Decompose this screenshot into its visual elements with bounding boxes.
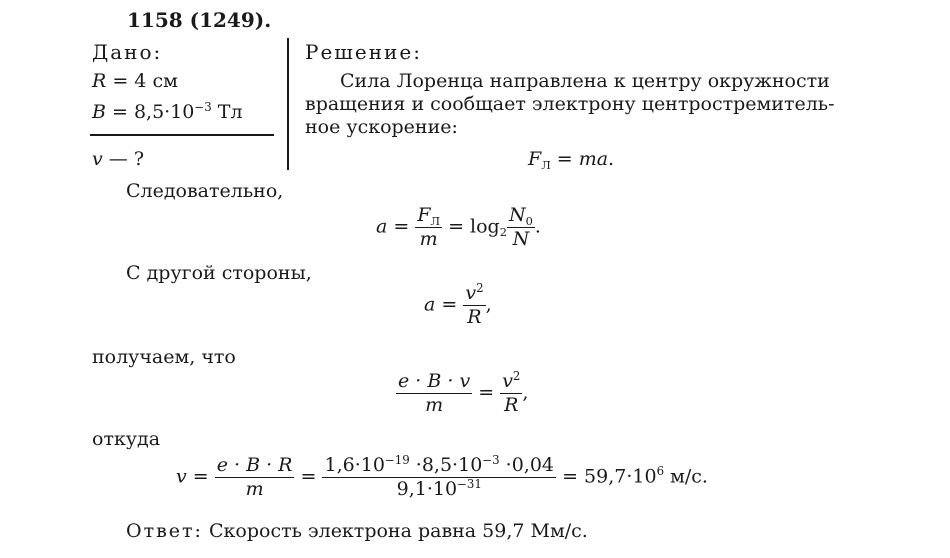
force-rhs: = ma. xyxy=(550,148,615,170)
eq5-num1: e · B · R xyxy=(216,454,293,476)
eq4-num2-sup: 2 xyxy=(512,368,521,383)
eq5-num2-a: 1,6·10 xyxy=(324,454,385,476)
eq5-num2-b: ·8,5·10 xyxy=(409,454,483,476)
text-therefore: Следовательно, xyxy=(126,180,284,202)
eq2-den2: N xyxy=(512,228,530,250)
eq3-lhs: a = xyxy=(424,293,464,316)
answer-text: Скорость электрона равна 59,7 Мм/с. xyxy=(202,520,588,542)
eq3-num-sup: 2 xyxy=(476,280,484,295)
solution-line-3: ное ускорение: xyxy=(305,116,458,138)
force-symbol: F xyxy=(528,148,542,170)
fraction-ebv-m xyxy=(396,372,472,415)
given-field xyxy=(92,99,243,123)
eq2-end: . xyxy=(534,215,541,238)
fraction-n0-n xyxy=(507,206,535,249)
solution-line-2: вращения и сообщает электрону центростремитель- xyxy=(305,93,835,115)
eq4-num2: v xyxy=(502,370,513,392)
eq2-num-sub: Л xyxy=(430,213,441,228)
eq5-lhs: v = xyxy=(176,465,215,488)
eq5-den2: 9,1·10 xyxy=(396,478,458,500)
eq2-den: m xyxy=(419,228,438,250)
problem-number: 1158 (1249). xyxy=(127,8,272,32)
eq3-end: , xyxy=(485,293,492,316)
eq3-den: R xyxy=(467,306,482,328)
given-divider xyxy=(287,38,289,170)
eq4-num1: e · B · v xyxy=(398,370,471,392)
find-text: — ? xyxy=(102,148,144,170)
eq5-den2-exp: −31 xyxy=(457,476,482,491)
field-exponent: −3 xyxy=(194,99,212,114)
solution-line-1: Сила Лоренца направлена к центру окружности xyxy=(340,70,830,92)
fraction-numeric xyxy=(322,452,556,500)
eq2-num2-sub: 0 xyxy=(525,213,533,228)
eq5-den1: m xyxy=(245,478,264,500)
eq5-result-b: м/с. xyxy=(664,465,708,488)
answer-line xyxy=(126,522,588,541)
given-separator xyxy=(90,134,274,136)
eq5-eq: = xyxy=(294,465,323,488)
equation-centripetal xyxy=(424,280,492,328)
eq2-num2: N xyxy=(508,204,526,226)
field-value: = 8,5·10 xyxy=(105,101,195,123)
eq2-lhs: a = xyxy=(376,215,416,238)
eq4-den2: R xyxy=(504,394,519,416)
eq4-den1: m xyxy=(425,394,444,416)
text-get: получаем, что xyxy=(92,346,236,368)
force-subscript: Л xyxy=(541,157,551,172)
radius-var: R xyxy=(92,70,107,92)
given-find xyxy=(92,150,144,169)
equation-equality xyxy=(396,368,529,416)
eq3-num: v xyxy=(465,282,477,304)
equation-speed xyxy=(176,452,708,500)
fraction-v2-r xyxy=(463,280,485,328)
eq4-end: , xyxy=(522,381,529,404)
find-var: v xyxy=(92,148,103,170)
fraction-v2-r-2 xyxy=(500,368,522,416)
equation-acceleration xyxy=(376,206,541,249)
given-radius xyxy=(92,72,178,91)
eq2-mid-sub: 2 xyxy=(499,225,507,240)
eq2-num: F xyxy=(417,204,431,226)
eq5-num2-a-exp: −19 xyxy=(384,452,410,467)
answer-label: Ответ: xyxy=(126,520,203,542)
eq5-result-a: = 59,7·10 xyxy=(556,465,657,488)
fraction-ebr-m xyxy=(215,456,295,499)
eq2-mid: = log xyxy=(442,215,500,238)
eq5-result-exp: 6 xyxy=(656,464,665,479)
field-unit: Тл xyxy=(211,101,243,123)
given-heading: Дано: xyxy=(92,40,163,64)
solution-heading: Решение: xyxy=(305,40,422,64)
equation-force xyxy=(528,148,615,172)
eq4-eq: = xyxy=(472,381,501,404)
radius-value: = 4 см xyxy=(106,70,178,92)
eq5-num2-b-exp: −3 xyxy=(482,452,500,467)
field-var: B xyxy=(92,101,106,123)
fraction-force-mass xyxy=(415,206,442,249)
text-other-side: С другой стороны, xyxy=(126,262,312,284)
eq5-num2-c: ·0,04 xyxy=(499,454,555,476)
text-whence: откуда xyxy=(92,428,161,450)
